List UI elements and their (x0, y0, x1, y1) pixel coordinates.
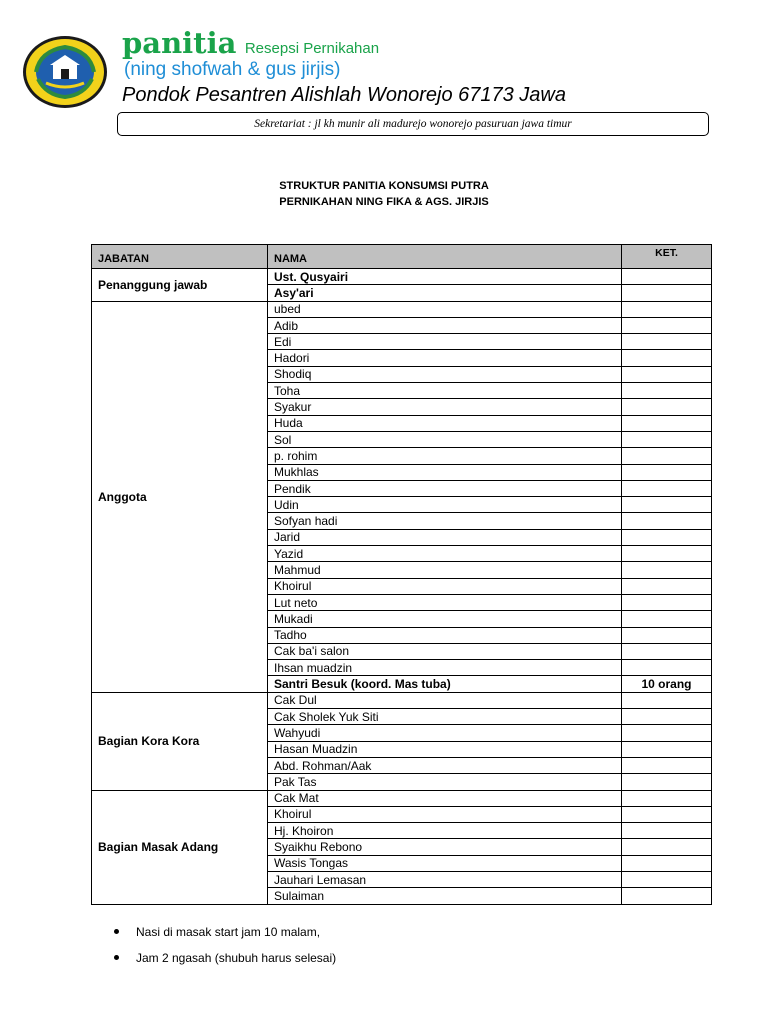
member-name-cell: Sofyan hadi (268, 513, 622, 529)
ket-cell (622, 383, 712, 399)
ket-cell (622, 855, 712, 871)
member-name-cell: Cak Mat (268, 790, 622, 806)
table-row (92, 269, 712, 285)
member-name-cell: Adib (268, 317, 622, 333)
member-name-cell: Huda (268, 415, 622, 431)
note-item (112, 920, 336, 946)
member-name-cell: Jauhari Lemasan (268, 871, 622, 887)
member-name-cell: Hj. Khoiron (268, 823, 622, 839)
member-name-cell: Mukhlas (268, 464, 622, 480)
ket-cell (622, 806, 712, 822)
member-name-cell: Yazid (268, 546, 622, 562)
role-cell: Anggota (92, 301, 268, 692)
ket-cell (622, 269, 712, 285)
table-header-row (92, 245, 712, 269)
pesantren-seal-icon (22, 35, 108, 109)
org-name (122, 26, 379, 60)
member-name-cell: Mukadi (268, 611, 622, 627)
member-name-cell: Abd. Rohman/Aak (268, 757, 622, 773)
couple-names: (ning shofwah & gus jirjis) (124, 59, 341, 80)
secretariat-box: Sekretariat : jl kh munir ali madurejo wonorejo pasuruan jawa timur (117, 112, 709, 136)
ket-cell (622, 839, 712, 855)
ket-cell (622, 790, 712, 806)
ket-cell (622, 546, 712, 562)
letterhead (0, 0, 768, 110)
ket-cell (622, 823, 712, 839)
member-name-cell: Mahmud (268, 562, 622, 578)
header-ket: KET. (622, 245, 712, 269)
member-name-cell: Cak Dul (268, 692, 622, 708)
ket-cell (622, 301, 712, 317)
member-name-cell: Sulaiman (268, 888, 622, 904)
ket-cell (622, 871, 712, 887)
header-jabatan: JABATAN (92, 245, 268, 269)
role-cell: Bagian Kora Kora (92, 692, 268, 790)
ket-cell (622, 660, 712, 676)
ket-cell (622, 415, 712, 431)
org-name-big: panitia (122, 26, 237, 60)
ket-cell (622, 611, 712, 627)
member-name-cell: Lut neto (268, 594, 622, 610)
org-name-small: Resepsi Pernikahan (244, 40, 380, 57)
member-name-cell: Edi (268, 334, 622, 350)
member-name-cell: Hadori (268, 350, 622, 366)
member-name-cell: Khoirul (268, 578, 622, 594)
ket-cell (622, 888, 712, 904)
ket-cell (622, 480, 712, 496)
member-name-cell: Cak ba'i salon (268, 643, 622, 659)
ket-cell (622, 643, 712, 659)
member-name-cell: Pak Tas (268, 774, 622, 790)
ket-cell (622, 399, 712, 415)
table-row (92, 790, 712, 806)
ket-cell: 10 orang (622, 676, 712, 692)
ket-cell (622, 350, 712, 366)
member-name-cell: Shodiq (268, 366, 622, 382)
member-name-cell: Pendik (268, 480, 622, 496)
bullet-icon (114, 929, 119, 934)
doc-title-line-2: PERNIKAHAN NING FIKA & AGS. JIRJIS (279, 196, 489, 208)
member-name-cell: Udin (268, 497, 622, 513)
note-item (112, 946, 336, 972)
committee-table (91, 244, 712, 905)
ket-cell (622, 692, 712, 708)
ket-cell (622, 448, 712, 464)
ket-cell (622, 513, 712, 529)
table-row (92, 301, 712, 317)
header-nama: NAMA (268, 245, 622, 269)
bullet-icon (114, 955, 119, 960)
ket-cell (622, 627, 712, 643)
org-address: Pondok Pesantren Alishlah Wonorejo 67173 Jawa (122, 84, 566, 106)
member-name-cell: ubed (268, 301, 622, 317)
ket-cell (622, 529, 712, 545)
notes-list (112, 920, 336, 972)
ket-cell (622, 497, 712, 513)
ket-cell (622, 285, 712, 301)
member-name-cell: Khoirul (268, 806, 622, 822)
ket-cell (622, 317, 712, 333)
ket-cell (622, 757, 712, 773)
ket-cell (622, 741, 712, 757)
member-name-cell: p. rohim (268, 448, 622, 464)
ket-cell (622, 594, 712, 610)
ket-cell (622, 578, 712, 594)
member-name-cell: Hasan Muadzin (268, 741, 622, 757)
member-name-cell: Ust. Qusyairi (268, 269, 622, 285)
member-name-cell: Syaikhu Rebono (268, 839, 622, 855)
member-name-cell: Syakur (268, 399, 622, 415)
ket-cell (622, 725, 712, 741)
member-name-cell: Wasis Tongas (268, 855, 622, 871)
member-name-cell: Tadho (268, 627, 622, 643)
role-cell: Bagian Masak Adang (92, 790, 268, 904)
role-cell: Penanggung jawab (92, 269, 268, 302)
ket-cell (622, 431, 712, 447)
ket-cell (622, 366, 712, 382)
member-name-cell: Ihsan muadzin (268, 660, 622, 676)
member-name-cell: Jarid (268, 529, 622, 545)
member-name-cell: Santri Besuk (koord. Mas tuba) (268, 676, 622, 692)
ket-cell (622, 774, 712, 790)
member-name-cell: Sol (268, 431, 622, 447)
member-name-cell: Cak Sholek Yuk Siti (268, 709, 622, 725)
table-row (92, 692, 712, 708)
note-text: Nasi di masak start jam 10 malam, (136, 925, 321, 939)
ket-cell (622, 562, 712, 578)
doc-title-line-1: STRUKTUR PANITIA KONSUMSI PUTRA (279, 180, 489, 192)
member-name-cell: Asy'ari (268, 285, 622, 301)
ket-cell (622, 464, 712, 480)
ket-cell (622, 709, 712, 725)
note-text: Jam 2 ngasah (shubuh harus selesai) (136, 951, 337, 965)
member-name-cell: Wahyudi (268, 725, 622, 741)
ket-cell (622, 334, 712, 350)
member-name-cell: Toha (268, 383, 622, 399)
